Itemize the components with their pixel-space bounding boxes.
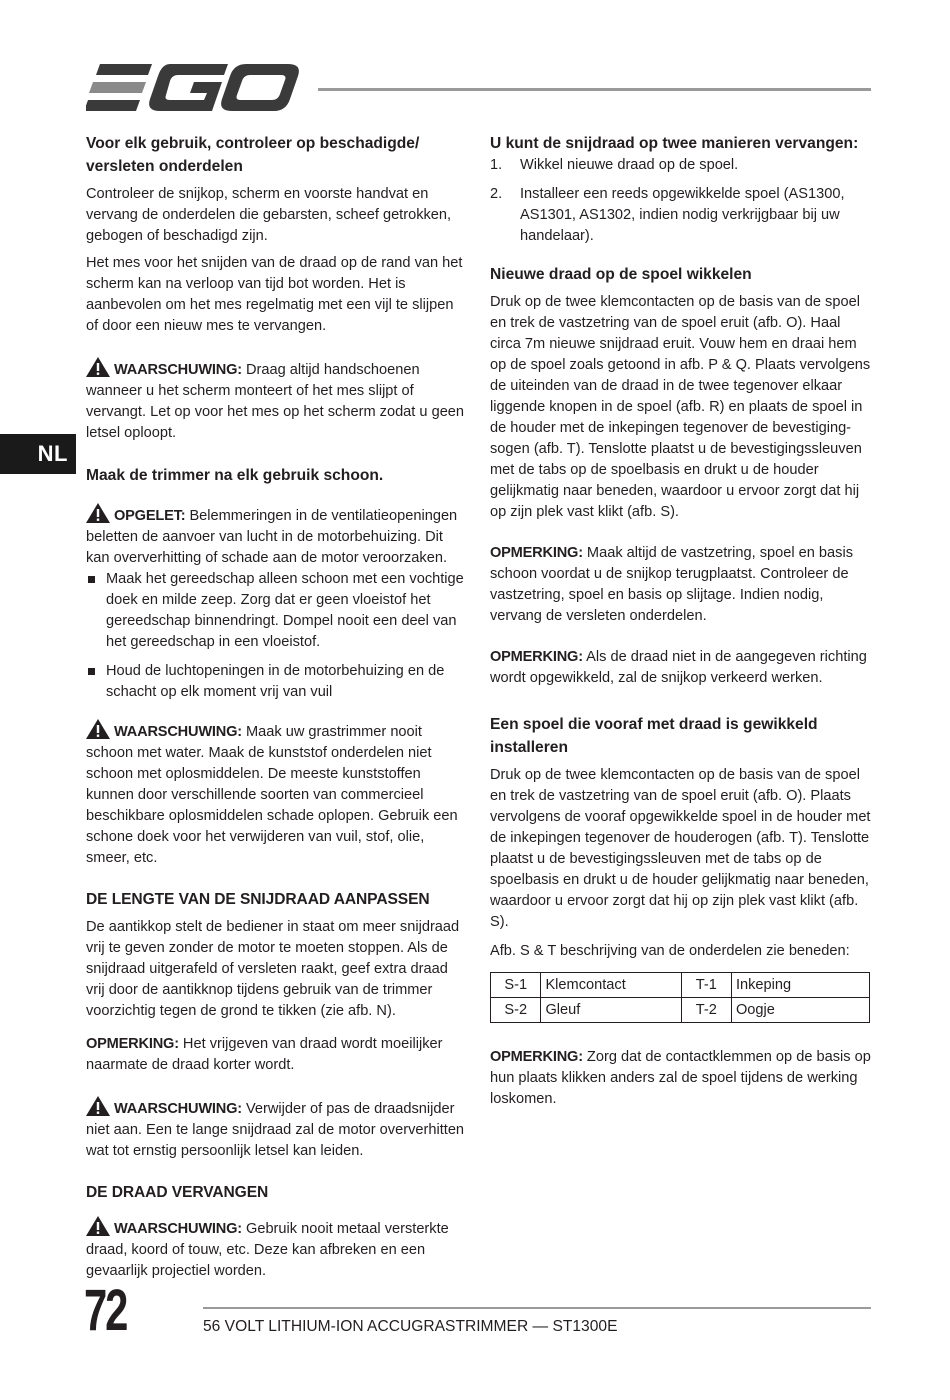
warning-label: WAARSCHUWING: <box>114 724 242 740</box>
warning-notice <box>86 1216 468 1282</box>
paragraph: Controleer de snijkop, scherm en voorste handvat en vervang de onderdelen die gebarsten, scheef getrokken, gebogen of beschadigd zijn. <box>86 186 452 244</box>
section-heading-wind-spool: Nieuwe draad op de spoel wikkelen <box>490 266 752 283</box>
list-item <box>490 184 872 247</box>
ego-logo <box>86 62 301 114</box>
caution-text: Belemmeringen in de ventilatieopeningen beletten de aanvoer van lucht in de motorbehuizing. Dit kan oververhitting of schade aan de motor veroorzaken. <box>86 508 458 566</box>
warning-notice <box>86 357 468 444</box>
paragraph: Druk op de twee klemcontacten op de basis van de spoel en trek de vastzetring van de spoel eruit (afb. O). Haal circa 7m nieuwe snijdraad eruit. Vouw hem en draai hem op de spoel zoals getoond in afb. P & Q. Plaats vervolgens de uiteinden van de draad in de twee tegenover elkaar liggende knopen in de spoel (afb. R) en plaats de spoel in de houder met de inkepingen tegenover de bevestiging-sogen (afb. T). Tenslotte plaatst u de bevestigingssleuven met de tabs op de spoelbasis en drukt u de houder gelijkmatig naar beneden, waardoor u ervoor zorgt dat hij op zijn plek vast klikt (afb. S). <box>490 294 871 520</box>
note-label: OPMERKING: <box>490 545 583 561</box>
note <box>490 647 872 689</box>
note-text: Als de draad niet in de aangegeven richting wordt opgewikkeld, zal de snijkop verkeerd werken. <box>490 649 867 686</box>
warning-text: Maak uw grastrimmer nooit schoon met water. Maak de kunststof onderdelen niet schoon met oplosmiddelen. De meeste kunststoffen kunnen door verschillende soorten van commercieel beschikbare oplosmiddelen schade oplopen. Gebruik een schone doek voor het verwijderen van vuil, stof, olie, smeer, etc. <box>86 724 458 866</box>
warning-text: Gebruik nooit metaal versterkte draad, koord of touw, etc. Deze kan afbreken en een gevaarlijk projectiel worden. <box>86 1221 449 1279</box>
footer-rule <box>203 1307 871 1309</box>
language-tab: NL <box>0 434 76 474</box>
page-number: 72 <box>84 1278 127 1343</box>
section-heading-two-ways: U kunt de snijdraad op twee manieren vervangen: <box>490 135 859 152</box>
section-heading-replace-line: DE DRAAD VERVANGEN <box>86 1184 269 1201</box>
replacement-steps <box>490 155 872 247</box>
step-number: 2. <box>490 186 503 202</box>
list-item-text: Maak het gereedschap alleen schoon met een vochtige doek en milde zeep. Zorg dat er geen vloeistof het gereedschap binnendringt. Dompel nooit een deel van het gereedschap in een vloeistof. <box>106 571 464 650</box>
table-caption: Afb. S & T beschrijving van de onderdelen zie beneden: <box>490 943 850 959</box>
warning-text: Draag altijd handschoenen wanneer u het scherm monteert of het mes slijpt of vervangt. Let op voor het mes op het scherm zodat u geen letsel oploopt. <box>86 362 465 441</box>
header-rule <box>318 88 871 91</box>
table-cell: Klemcontact <box>541 973 681 998</box>
parts-table <box>490 972 870 1023</box>
warning-text: Verwijder of pas de draadsnijder niet aan. Een te lange snijdraad zal de motor oververhitten wat tot ernstig persoonlijk letsel kan leiden. <box>86 1101 465 1159</box>
step-text: Installeer een reeds opgewikkelde spoel (AS1300, AS1301, AS1302, indien nodig verkrijgbaar bij uw handelaar). <box>520 186 845 244</box>
table-cell: S-1 <box>491 973 541 998</box>
step-number: 1. <box>490 157 503 173</box>
cleaning-list <box>86 569 468 703</box>
table-cell: T-1 <box>681 973 731 998</box>
table-cell: Oogje <box>731 998 869 1023</box>
list-item <box>86 661 468 703</box>
list-item-text: Houd de luchtopeningen in de motorbehuizing en de schacht op elk moment vrij van vuil <box>106 663 445 700</box>
caution-notice <box>86 503 468 569</box>
table-row <box>491 973 870 998</box>
left-column <box>86 132 468 1282</box>
paragraph: De aantikkop stelt de bediener in staat om meer snijdraad vrij te geven zonder de motor te moeten stoppen. Als de snijdraad uitgerafeld of versleten raakt, geef extra draad vrij door de aantikknop tijdens gebruik van de trimmer voorzichtig tegen de grond te tikken (zie afb. N). <box>86 919 460 1019</box>
warning-triangle-icon <box>86 1216 110 1236</box>
table-cell: Gleuf <box>541 998 681 1023</box>
warning-notice <box>86 1096 468 1162</box>
section-heading-damaged-parts: Voor elk gebruik, controleer op beschadigde/ versleten onderdelen <box>86 135 420 175</box>
note-text: Het vrijgeven van draad wordt moeilijker naarmate de draad korter wordt. <box>86 1036 443 1073</box>
caution-label: OPGELET: <box>114 508 186 524</box>
note-label: OPMERKING: <box>490 1049 583 1065</box>
paragraph: Het mes voor het snijden van de draad op de rand van het scherm kan na verloop van tijd bot worden. Het is aanbevolen om het mes regelmatig met een vijl te slijpen of door een nieuw mes te vervangen. <box>86 255 463 334</box>
note-text: Zorg dat de contactklemmen op de basis op hun plaats klikken anders zal de spoel tijdens de werking loskomen. <box>490 1049 871 1107</box>
warning-notice <box>86 719 468 869</box>
list-item <box>490 155 872 176</box>
footer-title: 56 VOLT LITHIUM-ION ACCUGRASTRIMMER — ST1300E <box>203 1318 618 1335</box>
warning-triangle-icon <box>86 503 110 523</box>
table-cell: Inkeping <box>731 973 869 998</box>
bullet-square-icon <box>88 576 95 583</box>
note <box>490 543 872 627</box>
warning-label: WAARSCHUWING: <box>114 362 242 378</box>
note <box>86 1034 468 1076</box>
warning-triangle-icon <box>86 1096 110 1116</box>
table-cell: S-2 <box>491 998 541 1023</box>
list-item <box>86 569 468 653</box>
step-text: Wikkel nieuwe draad op de spoel. <box>520 157 739 173</box>
warning-triangle-icon <box>86 357 110 377</box>
note-label: OPMERKING: <box>490 649 583 665</box>
section-heading-prewound-spool: Een spoel die vooraf met draad is gewikkeld installeren <box>490 716 818 756</box>
note-text: Maak altijd de vastzetring, spoel en basis schoon voordat u de snijkop terugplaatst. Controleer de vastzetring, spoel en basis op slijtage. Indien nodig, vervang de versleten onderdelen. <box>490 545 854 624</box>
section-heading-clean: Maak de trimmer na elk gebruik schoon. <box>86 467 384 484</box>
warning-triangle-icon <box>86 719 110 739</box>
warning-label: WAARSCHUWING: <box>114 1221 242 1237</box>
section-heading-line-length: DE LENGTE VAN DE SNIJDRAAD AANPASSEN <box>86 891 430 908</box>
warning-label: WAARSCHUWING: <box>114 1101 242 1117</box>
table-cell: T-2 <box>681 998 731 1023</box>
table-row <box>491 998 870 1023</box>
right-column <box>490 132 872 1110</box>
note <box>490 1047 872 1110</box>
note-label: OPMERKING: <box>86 1036 179 1052</box>
paragraph: Druk op de twee klemcontacten op de basis van de spoel en trek de vastzetring van de spoel eruit (afb. O). Plaats vervolgens de vooraf opgewikkelde spoel in de houder met de inkepingen tegenover de houderogen (afb. T). Tenslotte plaatst u de bevestigingssleuven met de tabs op de spoelbasis en drukt u de houder gelijkmatig naar beneden, waardoor u ervoor zorgt dat hij op zijn plek vast klikt (afb. S). <box>490 767 871 930</box>
bullet-square-icon <box>88 668 95 675</box>
